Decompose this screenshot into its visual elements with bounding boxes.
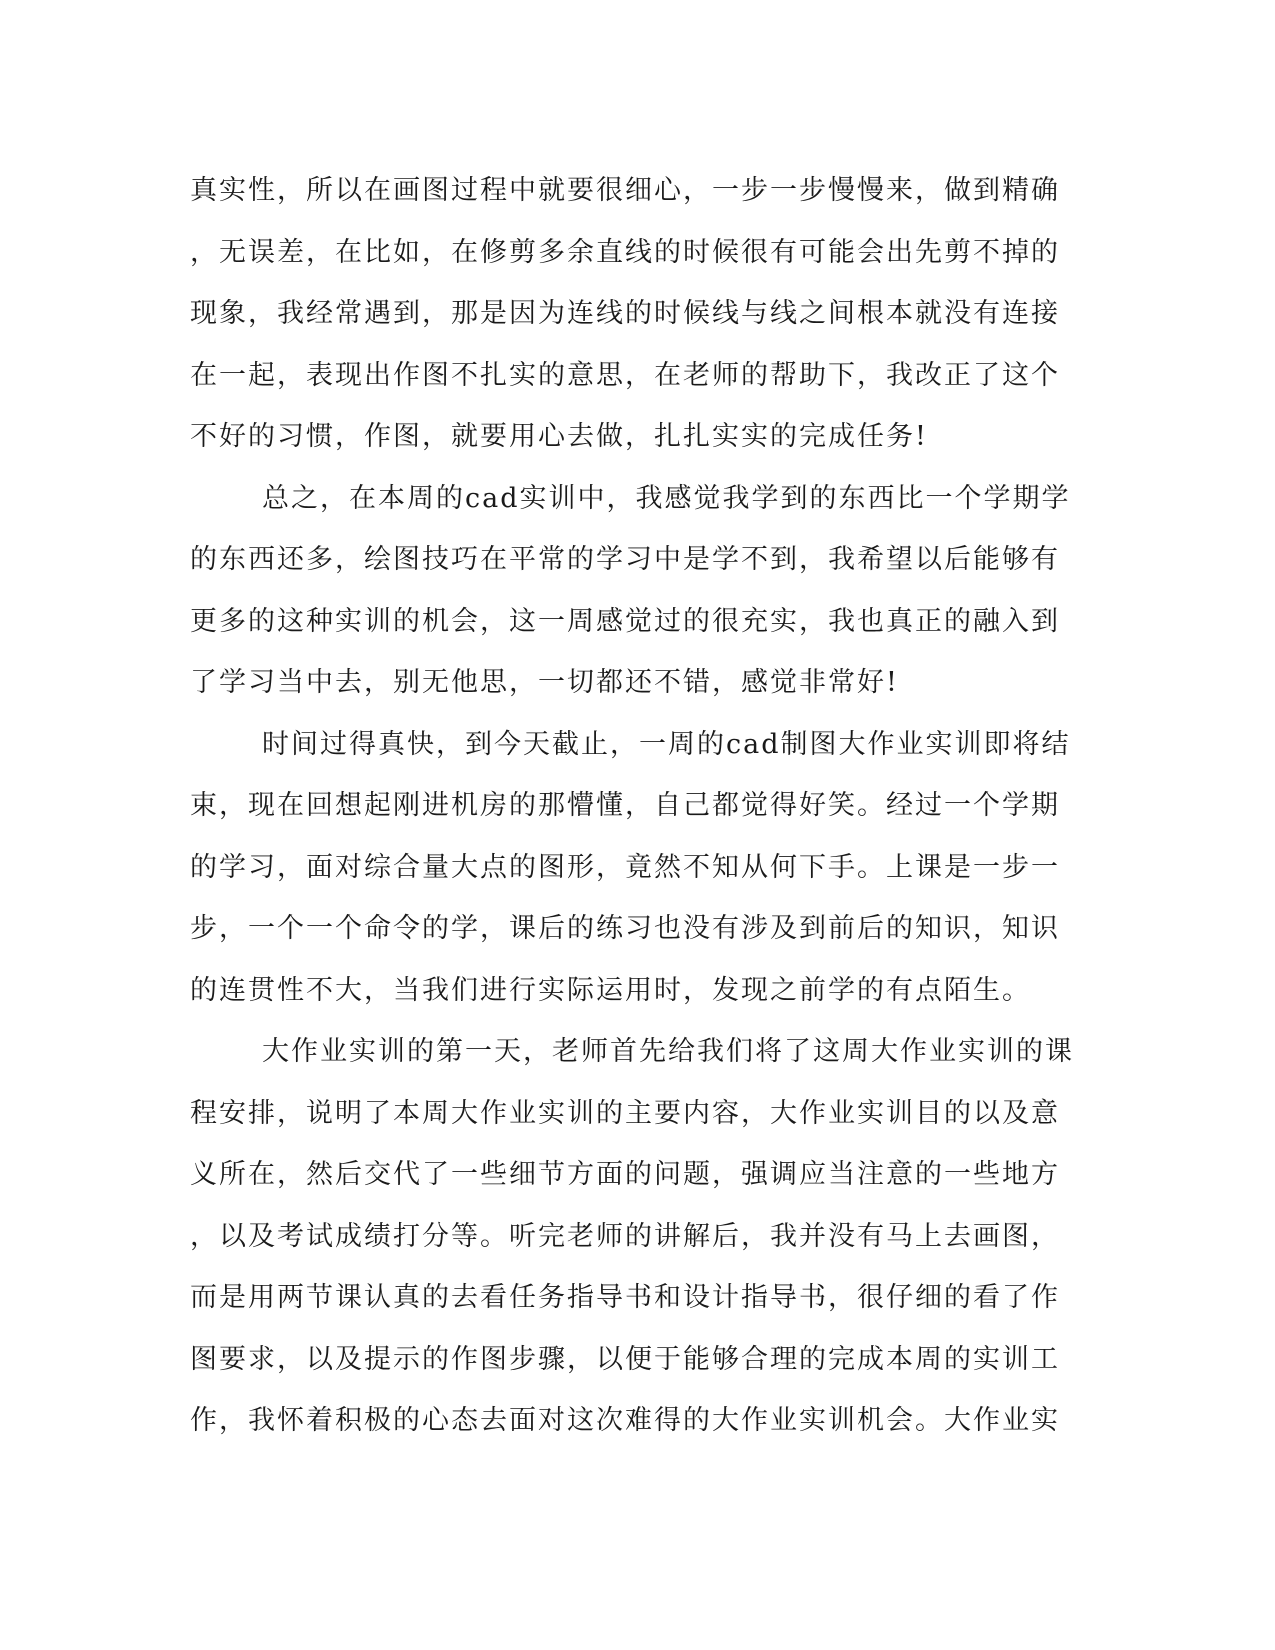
text-line: 图要求，以及提示的作图步骤，以便于能够合理的完成本周的实训工 (190, 1343, 1060, 1375)
text-line: 的学习，面对综合量大点的图形，竟然不知从何下手。上课是一步一 (190, 851, 1060, 883)
text-line: 束，现在回想起刚进机房的那懵懂，自己都觉得好笑。经过一个学期 (190, 790, 1060, 821)
text-line: 的连贯性不大，当我们进行实际运用时，发现之前学的有点陌生。 (190, 974, 1031, 1006)
text-line: ，无误差，在比如，在修剪多余直线的时候很有可能会出先剪不掉的 (190, 236, 1060, 268)
text-line: 大作业实训的第一天，老师首先给我们将了这周大作业实训的课 (262, 1036, 1074, 1067)
paragraph-3 (190, 714, 1090, 1022)
paragraph-4 (190, 1021, 1090, 1452)
text-line: 现象，我经常遇到，那是因为连线的时候线与线之间根本就没有连接 (190, 298, 1060, 329)
paragraph-2 (190, 468, 1090, 714)
text-line: 程安排，说明了本周大作业实训的主要内容，大作业实训目的以及意 (190, 1097, 1060, 1129)
text-line: 而是用两节课认真的去看任务指导书和设计指导书，很仔细的看了作 (190, 1282, 1060, 1313)
text-line: 作，我怀着积极的心态去面对这次难得的大作业实训机会。大作业实 (190, 1405, 1060, 1436)
text-line: 不好的习惯，作图，就要用心去做，扎扎实实的完成任务! (190, 421, 928, 452)
text-line: 在一起，表现出作图不扎实的意思，在老师的帮助下，我改正了这个 (190, 359, 1060, 391)
paragraph-1 (190, 160, 1090, 468)
body-text (190, 160, 1090, 1452)
text-line: 更多的这种实训的机会，这一周感觉过的很充实，我也真正的融入到 (190, 605, 1060, 637)
text-line: ，以及考试成绩打分等。听完老师的讲解后，我并没有马上去画图， (190, 1220, 1060, 1252)
text-line: 了学习当中去，别无他思，一切都还不错，感觉非常好! (190, 667, 899, 698)
text-line: 义所在，然后交代了一些细节方面的问题，强调应当注意的一些地方 (190, 1159, 1060, 1190)
text-line: 真实性，所以在画图过程中就要很细心，一步一步慢慢来，做到精确 (190, 175, 1060, 206)
text-line: 的东西还多，绘图技巧在平常的学习中是学不到，我希望以后能够有 (190, 544, 1060, 575)
text-line: 总之，在本周的cad实训中，我感觉我学到的东西比一个学期学 (262, 482, 1071, 514)
text-line: 时间过得真快，到今天截止，一周的cad制图大作业实训即将结 (262, 728, 1071, 760)
text-line: 步，一个一个命令的学，课后的练习也没有涉及到前后的知识，知识 (190, 913, 1060, 944)
